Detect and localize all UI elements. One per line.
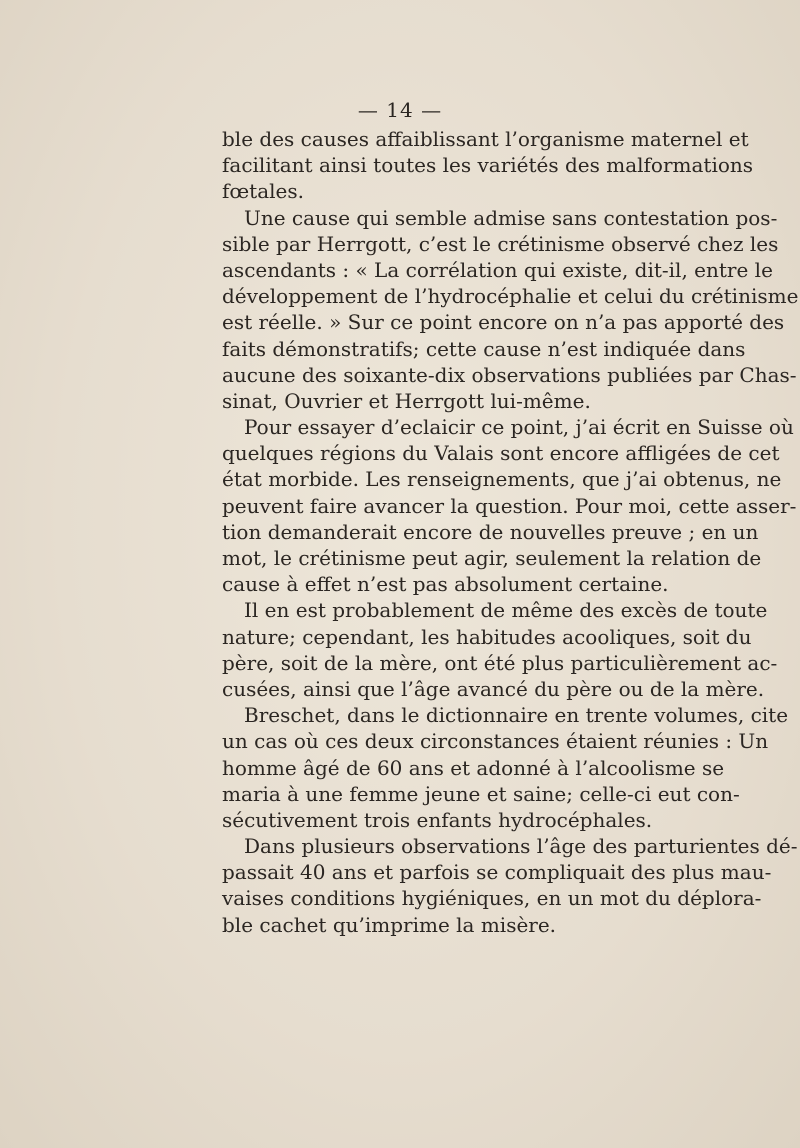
text-line: quelques régions du Valais sont encore affligées de cet [222,441,780,466]
text-line: vaises conditions hygiéniques, en un mot du déplora- [222,886,762,911]
text-line: fœtales. [222,179,304,204]
text-line: homme âgé de 60 ans et adonné à l’alcoolisme se [222,755,725,780]
text-line: sible par Herrgott, c’est le crétinisme observé chez les [222,231,779,256]
text-line: ble cachet qu’imprime la misère. [222,912,557,937]
body-text [222,126,799,938]
text-line: Breschet, dans le dictionnaire en trente volumes, cite [244,703,789,728]
text-line: cause à effet n’est pas absolument certaine. [222,572,669,597]
text-line: père, soit de la mère, ont été plus particulièrement ac- [222,650,778,675]
text-line: sécutivement trois enfants hydrocéphales. [222,807,653,832]
text-line: passait 40 ans et parfois se compliquait des plus mau- [222,860,772,885]
text-line: mot, le crétinisme peut agir, seulement la relation de [222,546,762,570]
text-line: Une cause qui semble admise sans contestation pos- [244,205,778,230]
text-line: maria à une femme jeune et saine; celle-ci eut con- [222,781,740,806]
text-line: faits démonstratifs; cette cause n’est indiquée dans [222,336,746,361]
text-line: sinat, Ouvrier et Herrgott lui-même. [222,388,591,413]
text-line: aucune des soixante-dix observations publiées par Chas- [222,362,797,387]
text-line: nature; cependant, les habitudes acooliques, soit du [222,624,752,649]
page-number: — 14 — [357,98,443,122]
text-line: Pour essayer d’eclaicir ce point, j’ai écrit en Suisse où [244,415,794,440]
text-line: peuvent faire avancer la question. Pour moi, cette asser- [222,493,797,518]
text-line: développement de l’hydrocéphalie et celui du crétinisme [222,284,799,309]
text-line: est réelle. » Sur ce point encore on n’a pas apporté des [222,310,785,335]
text-line: ascendants : « La corrélation qui existe, dit-il, entre le [222,257,773,282]
text-line: état morbide. Les renseignements, que j’ai obtenus, ne [222,467,782,492]
text-line: cusées, ainsi que l’âge avancé du père ou de la mère. [222,676,765,701]
text-line: tion demanderait encore de nouvelles preuve ; en un [222,519,759,544]
text-line: un cas où ces deux circonstances étaient réunies : Un [222,729,769,754]
text-line: Dans plusieurs observations l’âge des parturientes dé- [244,834,798,859]
text-line: ble des causes affaiblissant l’organisme maternel et [222,127,749,151]
text-line: facilitant ainsi toutes les variétés des malformations [222,153,754,178]
text-line: Il en est probablement de même des excès de toute [244,598,768,623]
